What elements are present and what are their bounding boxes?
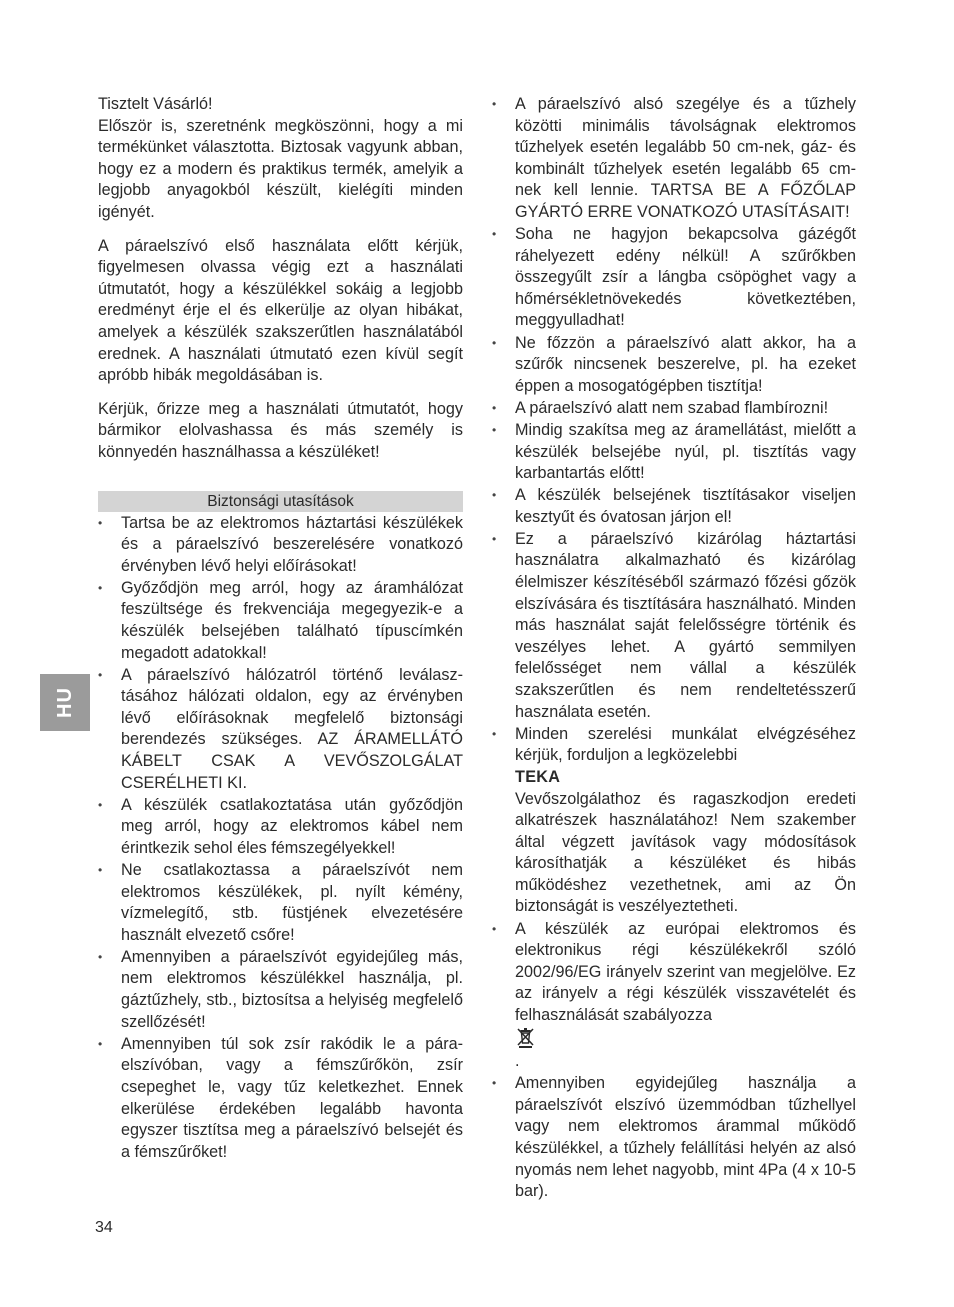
list-item-weee	[492, 919, 856, 1073]
list-item: • Ne csatlakoztassa a páraelszívót nem elektromos készülékek, pl. nyílt kémény, vízmelegítő, stb. füstjének elvezetésére használt elvezető csőre!	[98, 860, 463, 946]
list-item: • Tartsa be az elektromos háztartási készülékek és a páraelszívó beszerelésére vonatkozó érvényben lévő helyi előírásokat!	[98, 513, 463, 578]
list-item: • Mindig szakítsa meg az áramellátást, mielőtt a készülék belsejébe nyúl, pl. tisztítás vagy karbantartás előtt!	[492, 420, 856, 485]
intro-paragraph-3: Kérjük, őrizze meg a használati útmutatót, hogy bármikor elolvashassa és más személy is könnyedén használhassa a készüléket!	[98, 399, 463, 461]
language-tab	[40, 674, 90, 731]
list-item: • A páraelszívó alsó szegélye és a tűzhely közötti minimális távolságnak elektromos tűzhelyek esetén legalább 50 cm-nek, gáz- és kombinált tűzhelyek esetén legalább 65 cm-nek kell lennie. TARTSA BE A FŐZŐLAP GYÁRTÓ ERRE VONATKOZÓ UTASÍTÁSAIT!	[492, 94, 856, 224]
greeting: Tisztelt Vásárló!	[98, 95, 213, 113]
weee-text-end: .	[515, 1052, 520, 1071]
list-item: • A készülék csatlakoztatása után győződjön meg arról, hogy az elektromos kábel nem érintkezik sehol éles fémszegélyekkel!	[98, 795, 463, 860]
list-item-service	[492, 724, 856, 918]
language-code: HU	[53, 687, 76, 718]
list-item: • Győződjön meg arról, hogy az áramhálózat feszültsége és frekvenciája megegyezik-e a készülék belsejében található típuscímkén megadott adatokkal!	[98, 578, 463, 664]
intro-paragraph-1: Először is, szeretnénk megköszönni, hogy a mi termékünket választotta. Biztosak vagyunk abban, hogy ez a modern és praktikus termék, amelyik a legjobb anyagokból készült, kielégíti minden igényét.	[98, 116, 463, 221]
list-item: • Ez a páraelszívó kizárólag háztartási használatra alkalmazható és kizárólag élelmiszer készítéséből származó főzési gőzök elszívására és tisztítására használható. Minden más használat saját felelősségre történik és veszélyes lehet. A gyártó semmilyen felelősséget nem vállal a készülék szakszerűtlen és nem rendeltetésszerű használata esetén.	[492, 529, 856, 723]
list-item: • Amennyiben a páraelszívót egyidejűleg más, nem elektromos készülékkel használja, pl. gáztűzhely, stb., biztosítsa a helyiség megfelelő szellőzését!	[98, 947, 463, 1033]
intro-paragraph-2: A páraelszívó első használata előtt kérjük, figyelmesen olvassa végig ezt a használati útmutatót, hogy a készülékkel sokáig a legjobb eredményt érje el és elkerülje az olyan hibákat, amelyek a készülék szakszerűtlen használatából erednek. A használati útmutató ezen kívül segít apróbb hibák megoldásában is.	[98, 236, 463, 385]
list-item: • A páraelszívó hálózatról történő leválasztásához hálózati oldalon, egy az érvényben lévő előírásoknak megfelelő biztonsági berendezés szükséges. AZ ÁRAMELLÁTÓ KÁBELT CSAK A VEVŐSZOLGÁLAT CSERÉLHETI KI.	[98, 665, 463, 795]
list-item: • A páraelszívó alatt nem szabad flambírozni!	[492, 398, 856, 420]
list-item: • A készülék belsejének tisztításakor viseljen kesztyűt és óvatosan járjon el!	[492, 485, 856, 528]
list-item: • Soha ne hagyjon bekapcsolva gázégőt ráhelyezett edény nélkül! A szűrőkben összegyűlt zsír a lángba csöpöghet vagy a hőmérsékletnövekedés következtében, meggyulladhat!	[492, 224, 856, 332]
weee-text: • A készülék az európai elektromos és elektronikus régi készülékekről szóló 2002/96/EG irányelv szerint van megjelölve. Ez az irányelv a régi készülék visszavételét és felhasználását szabályozza	[515, 919, 856, 1024]
section-heading-safety: Biztonsági utasítások	[98, 491, 463, 512]
brand-name: TEKA	[515, 767, 561, 786]
page-number: 34	[95, 1219, 113, 1236]
service-text-after: Vevőszolgálathoz és ragaszkodjon eredeti alkatrészek használatához! Nem szakember által végzett javítások vagy módosítások károsíthatják a készüléket és hibás működéshez vezethetnek, ami az Ön biztonságát is veszélyeztetheti.	[515, 789, 856, 916]
safety-list-left	[98, 513, 463, 1164]
list-item: • Amennyiben túl sok zsír rakódik le a páraelszívóban, vagy a fémszűrőkön, zsír csepeghet le, vagy tűz keletkezhet. Ennek elkerülése érdekében legalább havonta egyszer tisztítsa meg a páraelszívó belsejét és a fémszűrőket!	[98, 1034, 463, 1164]
list-item: • Amennyiben egyidejűleg használja a páraelszívót elszívó üzemmódban tűzhellyel vagy nem elektromos árammal működő készülékkel, a tűzhely felállítási helyén az alsó nyomás nem lehet nagyobb, mint 4Pa (4 x 10-5 bar).	[492, 1073, 856, 1203]
crossed-out-bin-icon	[517, 1027, 534, 1048]
safety-list-right	[492, 94, 856, 1203]
left-column	[98, 94, 463, 1164]
list-item: • Ne főzzön a páraelszívó alatt akkor, ha a szűrők nincsenek beszerelve, pl. ha ezeket éppen a mosogatógépben tisztítja!	[492, 333, 856, 398]
service-text-before: • Minden szerelési munkálat elvégzéséhez kérjük, forduljon a legközelebbi	[515, 724, 856, 765]
right-column	[492, 94, 856, 1203]
